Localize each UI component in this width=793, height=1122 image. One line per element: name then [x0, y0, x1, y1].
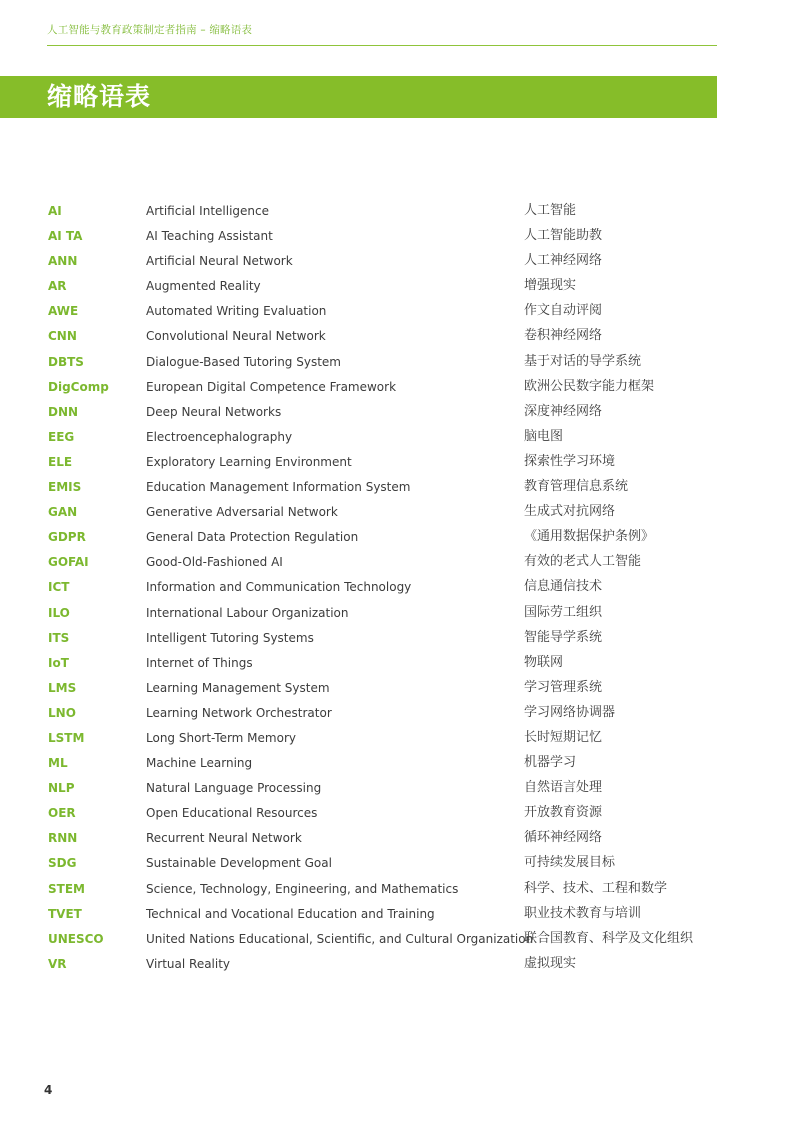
- page-title: 缩略语表: [47, 82, 152, 111]
- english-term: Generative Adversarial Network: [146, 505, 338, 520]
- chinese-term: 长时短期记忆: [524, 729, 603, 745]
- chinese-term: 自然语言处理: [524, 780, 603, 796]
- glossary-row: [0, 425, 793, 450]
- chinese-term: 人工智能: [524, 203, 577, 218]
- abbreviation: VR: [48, 956, 67, 971]
- abbreviation: CNN: [48, 329, 77, 344]
- chinese-term: 人工智能助教: [524, 228, 603, 244]
- abbreviation: SDG: [48, 856, 77, 871]
- english-term: AI Teaching Assistant: [146, 229, 273, 244]
- glossary-row: [0, 249, 793, 274]
- glossary-row: [0, 274, 793, 299]
- english-term: Open Educational Resources: [146, 806, 318, 821]
- chinese-term: 脑电图: [524, 428, 564, 444]
- chinese-term: 循环神经网络: [524, 830, 603, 846]
- chinese-term: 教育管理信息系统: [524, 479, 629, 495]
- glossary-row: [0, 324, 793, 349]
- abbreviation: AWE: [48, 304, 79, 319]
- chinese-term: 《通用数据保护条例》: [524, 529, 655, 545]
- glossary-row: [0, 450, 793, 475]
- abbreviation: AI TA: [48, 229, 83, 244]
- english-term: Automated Writing Evaluation: [146, 304, 327, 319]
- chinese-term: 机器学习: [524, 755, 577, 771]
- glossary-row: [0, 851, 793, 876]
- english-term: Learning Management System: [146, 680, 330, 695]
- glossary-row: [0, 601, 793, 626]
- chinese-term: 学习网络协调器: [524, 704, 616, 720]
- glossary-row: [0, 199, 793, 224]
- chinese-term: 联合国教育、科学及文化组织: [524, 930, 694, 946]
- abbreviation: ANN: [48, 254, 78, 269]
- english-term: Virtual Reality: [146, 956, 231, 971]
- abbreviation: GAN: [48, 505, 78, 520]
- abbreviation: GOFAI: [48, 555, 89, 570]
- chinese-term: 职业技术教育与培训: [524, 905, 642, 921]
- glossary-row: [0, 550, 793, 575]
- english-term: Exploratory Learning Environment: [146, 454, 352, 469]
- english-term: Education Management Information System: [146, 480, 411, 495]
- glossary-row: [0, 952, 793, 977]
- glossary-row: [0, 902, 793, 927]
- glossary-row: [0, 500, 793, 525]
- glossary-row: [0, 475, 793, 500]
- english-term: Long Short-Term Memory: [146, 730, 296, 745]
- glossary-row: [0, 651, 793, 676]
- glossary-row: [0, 877, 793, 902]
- english-term: Artificial Neural Network: [146, 254, 293, 269]
- chinese-term: 科学、技术、工程和数学: [524, 880, 668, 896]
- chinese-term: 基于对话的导学系统: [524, 353, 642, 369]
- running-header: 人工智能与教育政策制定者指南 – 缩略语表: [47, 24, 253, 36]
- english-term: United Nations Educational, Scientific, and Cultural Organization: [146, 931, 534, 946]
- chinese-term: 作文自动评阅: [524, 303, 603, 319]
- glossary-row: [0, 350, 793, 375]
- english-term: Recurrent Neural Network: [146, 831, 302, 846]
- abbreviation: RNN: [48, 831, 78, 846]
- english-term: Augmented Reality: [146, 279, 261, 294]
- glossary-row: [0, 826, 793, 851]
- glossary-row: [0, 375, 793, 400]
- header-divider: [47, 45, 717, 46]
- abbreviation: EMIS: [48, 480, 82, 495]
- english-term: Artificial Intelligence: [146, 204, 269, 218]
- page-number: 4: [44, 1083, 53, 1097]
- english-term: Convolutional Neural Network: [146, 329, 326, 344]
- abbreviation: GDPR: [48, 530, 86, 545]
- abbreviation: UNESCO: [48, 931, 104, 946]
- abbreviation: NLP: [48, 781, 75, 796]
- chinese-term: 信息通信技术: [524, 579, 603, 595]
- abbreviation: ML: [48, 756, 68, 771]
- abbreviation-list: [0, 199, 793, 977]
- glossary-row: [0, 626, 793, 651]
- abbreviation: EEG: [48, 429, 75, 444]
- chinese-term: 物联网: [524, 654, 564, 670]
- abbreviation: ITS: [48, 630, 70, 645]
- glossary-row: [0, 726, 793, 751]
- english-term: Good-Old-Fashioned AI: [146, 555, 283, 570]
- chinese-term: 学习管理系统: [524, 679, 603, 695]
- english-term: International Labour Organization: [146, 605, 349, 620]
- glossary-row: [0, 400, 793, 425]
- glossary-row: [0, 299, 793, 324]
- abbreviation: ICT: [48, 580, 70, 595]
- glossary-row: [0, 701, 793, 726]
- abbreviation: DigComp: [48, 379, 109, 394]
- chinese-term: 深度神经网络: [524, 403, 603, 419]
- title-band: [0, 76, 717, 118]
- chinese-term: 卷积神经网络: [524, 328, 603, 344]
- english-term: Machine Learning: [146, 756, 253, 771]
- abbreviation: DNN: [48, 404, 79, 419]
- english-term: Electroencephalography: [146, 429, 293, 444]
- chinese-term: 探索性学习环境: [524, 453, 616, 469]
- english-term: European Digital Competence Framework: [146, 379, 397, 394]
- chinese-term: 增强现实: [524, 278, 577, 294]
- chinese-term: 有效的老式人工智能: [524, 554, 642, 570]
- chinese-term: 欧洲公民数字能力框架: [524, 378, 655, 394]
- english-term: Natural Language Processing: [146, 781, 322, 796]
- glossary-row: [0, 751, 793, 776]
- abbreviation: STEM: [48, 881, 85, 896]
- english-term: Deep Neural Networks: [146, 404, 282, 419]
- abbreviation: TVET: [48, 906, 82, 921]
- chinese-term: 国际劳工组织: [524, 604, 603, 620]
- abbreviation: ILO: [48, 605, 70, 620]
- abbreviation: LSTM: [48, 730, 85, 745]
- chinese-term: 虚拟现实: [524, 955, 577, 971]
- abbreviation: ELE: [48, 454, 73, 469]
- english-term: Technical and Vocational Education and Training: [146, 906, 435, 921]
- abbreviation: OER: [48, 806, 76, 821]
- english-term: Internet of Things: [146, 655, 253, 670]
- abbreviation: IoT: [48, 655, 69, 670]
- english-term: Science, Technology, Engineering, and Mathematics: [146, 881, 459, 896]
- chinese-term: 人工神经网络: [524, 253, 603, 269]
- chinese-term: 生成式对抗网络: [524, 504, 616, 520]
- english-term: Sustainable Development Goal: [146, 856, 332, 871]
- glossary-row: [0, 525, 793, 550]
- glossary-row: [0, 676, 793, 701]
- english-term: General Data Protection Regulation: [146, 530, 359, 545]
- english-term: Intelligent Tutoring Systems: [146, 630, 314, 645]
- english-term: Learning Network Orchestrator: [146, 705, 332, 720]
- chinese-term: 开放教育资源: [524, 805, 603, 821]
- glossary-row: [0, 801, 793, 826]
- abbreviation: AR: [48, 279, 67, 294]
- glossary-row: [0, 224, 793, 249]
- glossary-row: [0, 776, 793, 801]
- abbreviation: AI: [48, 204, 62, 218]
- chinese-term: 可持续发展目标: [524, 855, 616, 871]
- abbreviation: LNO: [48, 705, 76, 720]
- abbreviation: DBTS: [48, 354, 84, 369]
- english-term: Dialogue-Based Tutoring System: [146, 354, 341, 369]
- glossary-row: [0, 927, 793, 952]
- english-term: Information and Communication Technology: [146, 580, 412, 595]
- glossary-row: [0, 575, 793, 600]
- chinese-term: 智能导学系统: [524, 629, 603, 645]
- abbreviation: LMS: [48, 680, 77, 695]
